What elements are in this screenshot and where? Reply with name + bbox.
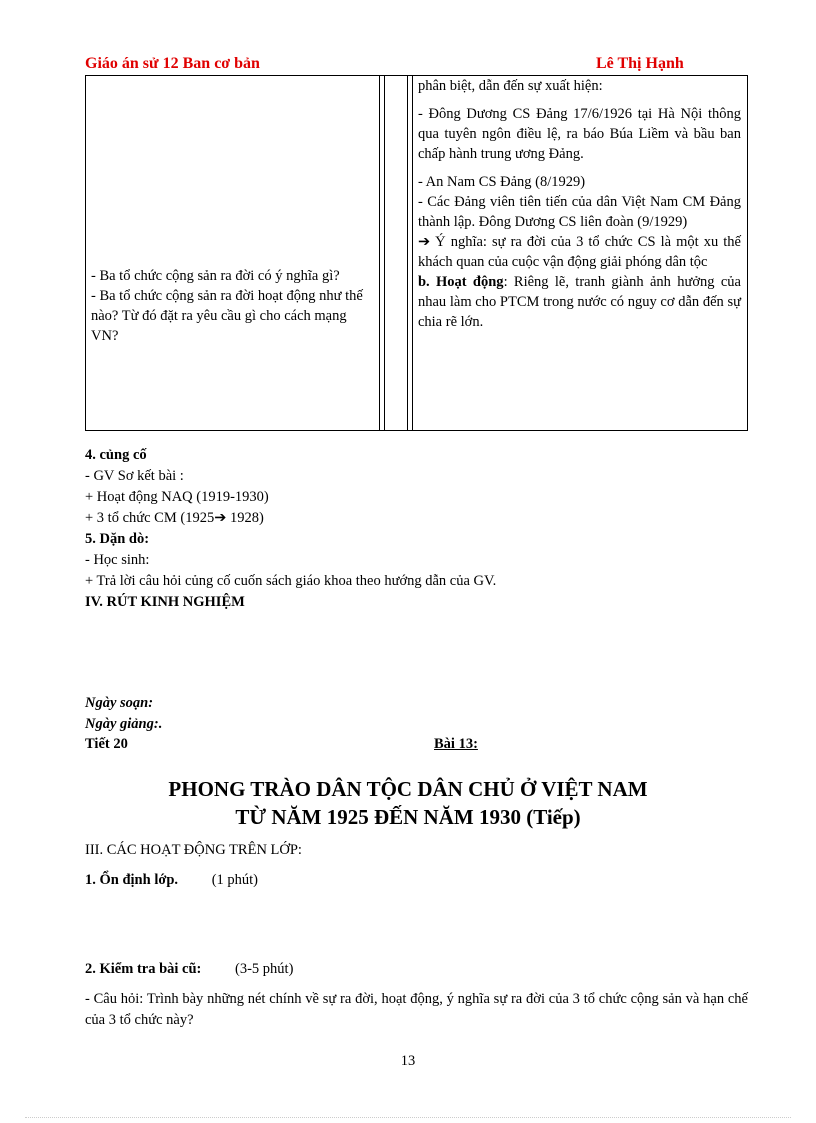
activity-label: b. Hoạt động xyxy=(417,274,504,290)
content-cell xyxy=(412,76,747,431)
content-activity: b. Hoạt động: Riêng lẽ, tranh giành ảnh hưởng của nhau làm cho PTCM trong nước có nguy cơ dẫn đến sự chia rẽ lớn. xyxy=(417,274,741,330)
on-dinh-time: (1 phút) xyxy=(211,872,258,888)
content-lien-doan: - Các Đảng viên tiên tiến của dân Việt Nam CM Đảng thành lập. Đông Dương CS liên đoàn (9/1929) xyxy=(417,194,741,230)
ngay-giang: Ngày giảng:. xyxy=(85,716,163,732)
kiem-tra-label: 2. Kiểm tra bài cũ: xyxy=(85,961,202,977)
middle-cell xyxy=(380,76,413,431)
kiem-tra-time: (3-5 phút) xyxy=(235,961,294,977)
content-meaning: ➔ Ý nghĩa: sự ra đời của 3 tổ chức CS là một xu thế khách quan của cuộc vận động giải phóng dân tộc xyxy=(417,234,741,270)
header-right: Lê Thị Hạnh xyxy=(596,55,684,72)
kiem-tra-line xyxy=(85,959,293,980)
page-number: 13 xyxy=(400,1053,416,1069)
arrow-icon: ➔ xyxy=(417,234,431,250)
on-dinh-label: 1. Ổn định lớp. xyxy=(85,872,179,888)
bai-label: Bài 13: xyxy=(434,736,478,752)
section-iv-heading: IV. RÚT KINH NGHIỆM xyxy=(85,594,245,610)
content-intro: phân biệt, dẫn đến sự xuất hiện: xyxy=(417,78,603,94)
lesson-title-line-2: TỪ NĂM 1925 ĐẾN NĂM 1930 (Tiếp) xyxy=(235,805,581,829)
header-left: Giáo án sử 12 Ban cơ bản xyxy=(85,55,260,72)
tiet-label: Tiết 20 xyxy=(85,736,128,752)
cau-hoi: - Câu hỏi: Trình bày những nét chính về sự ra đời, hoạt động, ý nghĩa sự ra đời của 3 tổ chức cộng sản và hạn chế của 3 tổ chức này? xyxy=(85,991,748,1028)
question-2: - Ba tổ chức cộng sản ra đời hoạt động như thế nào? Từ đó đặt ra yêu cầu gì cho cách mạng VN? xyxy=(91,288,363,344)
section-5-heading: 5. Dặn dò: xyxy=(85,531,150,547)
content-annam: - An Nam CS Đảng (8/1929) xyxy=(417,174,586,190)
section-iii-heading: III. CÁC HOẠT ĐỘNG TRÊN LỚP: xyxy=(85,842,302,858)
on-dinh-line xyxy=(85,870,258,891)
section-4-heading: 4. củng cố xyxy=(85,447,147,463)
question-1: - Ba tổ chức cộng sản ra đời có ý nghĩa gì? xyxy=(91,268,340,284)
lesson-table xyxy=(85,75,748,431)
section-4: 4. củng cố - GV Sơ kết bài : + Hoạt động NAQ (1919-1930) + 3 tổ chức CM (1925➔ 1928) 5. Dặn dò: - Học sinh: + Trả lời câu hỏi củng cố cuốn sách giáo khoa theo hướng dẫn của GV. IV. RÚT KINH NGHIỆM xyxy=(85,445,496,613)
page-edge-divider xyxy=(25,1117,791,1118)
arrow-icon: ➔ xyxy=(214,510,227,526)
questions-cell xyxy=(86,76,380,431)
content-dongduong: - Đông Dương CS Đảng 17/6/1926 tại Hà Nội thông qua tuyên ngôn điều lệ, ra báo Búa Liềm và bầu ban chấp hành trung ương Đảng. xyxy=(417,106,741,162)
ngay-soan: Ngày soạn: xyxy=(85,695,154,711)
lesson-title-line-1: PHONG TRÀO DÂN TỘC DÂN CHỦ Ở VIỆT NAM xyxy=(168,777,648,801)
